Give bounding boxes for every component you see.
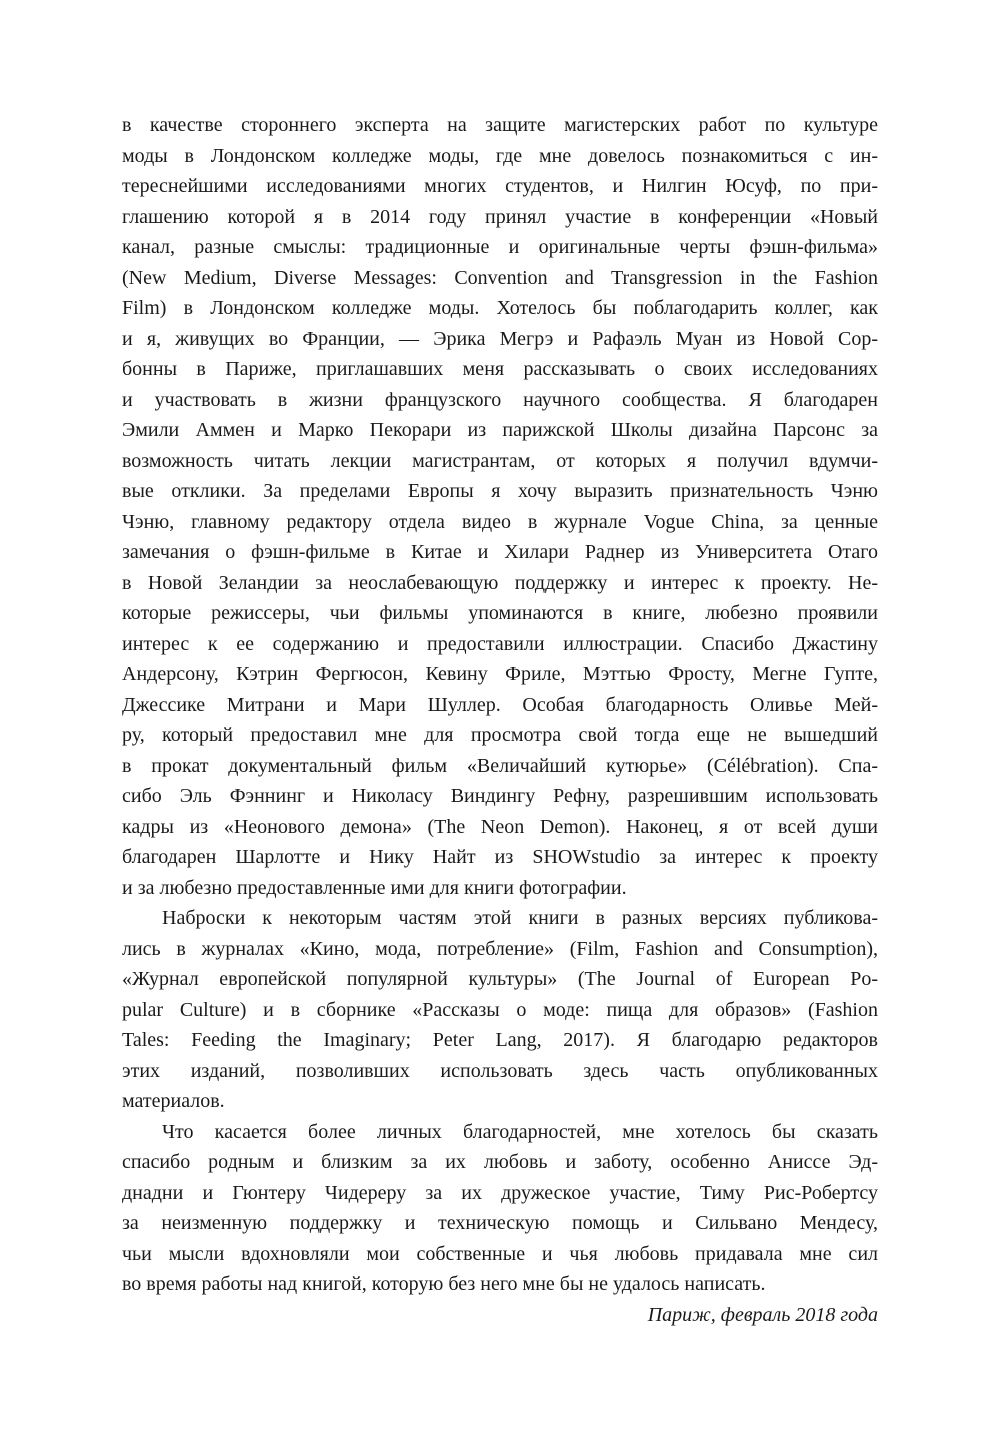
text-line: Film) в Лондонском колледже моды. Хотелось бы поблагодарить коллег, как <box>122 297 878 319</box>
text-line: в Новой Зеландии за неослабевающую поддержку и интерес к проекту. Не- <box>122 571 878 594</box>
text-line: сибо Эль Фэннинг и Николасу Виндингу Рефну, разрешившим использовать <box>122 785 878 807</box>
text-line: тереснейшими исследованиями многих студентов, и Нилгин Юсуф, по при- <box>122 175 878 197</box>
text-line: интерес к ее содержанию и предоставили иллюстрации. Спасибо Джастину <box>122 632 878 655</box>
text-line: (New Medium, Diverse Messages: Convention and Transgression in the Fashion <box>122 266 878 289</box>
text-line: бонны в Париже, приглашавших меня рассказывать о своих исследованиях <box>122 358 878 380</box>
text-line: чьи мысли вдохновляли мои собственные и чья любовь придавала мне сил <box>122 1242 878 1265</box>
text-line: и участвовать в жизни французского научного сообщества. Я благодарен <box>122 388 878 411</box>
paragraph <box>122 1117 878 1300</box>
document-page <box>122 110 878 1330</box>
text-line: во время работы над книгой, которую без него мне бы не удалось написать. <box>122 1273 766 1295</box>
text-line: за неизменную поддержку и техническую помощь и Сильвано Мендесу, <box>122 1212 878 1234</box>
text-line: Наброски к некоторым частям этой книги в разных версиях публикова- <box>162 907 878 929</box>
text-line: глашению которой я в 2014 году принял участие в конференции «Новый <box>122 205 878 228</box>
text-line: pular Culture) и в сборнике «Рассказы о моде: пища для образов» (Fashion <box>122 998 878 1021</box>
text-line: замечания о фэшн-фильме в Китае и Хилари Раднер из Университета Отаго <box>122 541 878 563</box>
text-line: которые режиссеры, чьи фильмы упоминаются в книге, любезно проявили <box>122 602 878 624</box>
paragraph <box>122 903 878 1117</box>
text-line: в прокат документальный фильм «Величайший кутюрье» (Célébration). Спа- <box>122 754 878 777</box>
text-line: Андерсону, Кэтрин Фергюсон, Кевину Фриле, Мэттью Фросту, Мегне Гупте, <box>122 663 878 685</box>
signature: Париж, февраль 2018 года <box>647 1303 878 1326</box>
text-line: днадни и Гюнтеру Чидереру за их дружеское участие, Тиму Рис-Робертсу <box>122 1181 878 1204</box>
text-line: Джессике Митрани и Мари Шуллер. Особая благодарность Оливье Мей- <box>122 693 878 716</box>
text-line: моды в Лондонском колледже моды, где мне довелось познакомиться с ин- <box>122 144 878 167</box>
text-line: возможность читать лекции магистрантам, от которых я получил вдумчи- <box>122 449 878 472</box>
text-line: «Журнал европейской популярной культуры» (The Journal of European Po- <box>122 968 878 990</box>
body-text <box>122 110 878 1300</box>
text-line: ру, который предоставил мне для просмотра свой тогда еще не вышедший <box>122 724 878 746</box>
text-line: Что касается более личных благодарностей, мне хотелось бы сказать <box>162 1120 878 1143</box>
text-line: вые отклики. За пределами Европы я хочу выразить признательность Чэню <box>122 480 878 502</box>
text-line: Tales: Feeding the Imaginary; Peter Lang, 2017). Я благодарю редакторов <box>122 1029 878 1051</box>
text-line: в качестве стороннего эксперта на защите магистерских работ по культуре <box>122 114 878 136</box>
text-line: благодарен Шарлотте и Нику Найт из SHOWstudio за интерес к проекту <box>122 846 878 868</box>
text-line: и я, живущих во Франции, — Эрика Мегрэ и Рафаэль Муан из Новой Сор- <box>122 327 878 350</box>
text-line: канал, разные смыслы: традиционные и оригинальные черты фэшн-фильма» <box>122 236 878 258</box>
text-line: спасибо родным и близким за их любовь и заботу, особенно Аниссе Эд- <box>122 1151 878 1173</box>
text-line: материалов. <box>122 1090 225 1112</box>
text-line: кадры из «Неонового демона» (The Neon Demon). Наконец, я от всей души <box>122 815 878 838</box>
text-line: Чэню, главному редактору отдела видео в журнале Vogue China, за ценные <box>122 510 878 533</box>
text-line: Эмили Аммен и Марко Пекорари из парижской Школы дизайна Парсонс за <box>122 419 878 441</box>
text-line: этих изданий, позволивших использовать здесь часть опубликованных <box>122 1059 878 1082</box>
text-line: и за любезно предоставленные ими для книги фотографии. <box>122 876 627 899</box>
paragraph <box>122 110 878 903</box>
text-line: лись в журналах «Кино, мода, потребление» (Film, Fashion and Consumption), <box>122 937 878 960</box>
